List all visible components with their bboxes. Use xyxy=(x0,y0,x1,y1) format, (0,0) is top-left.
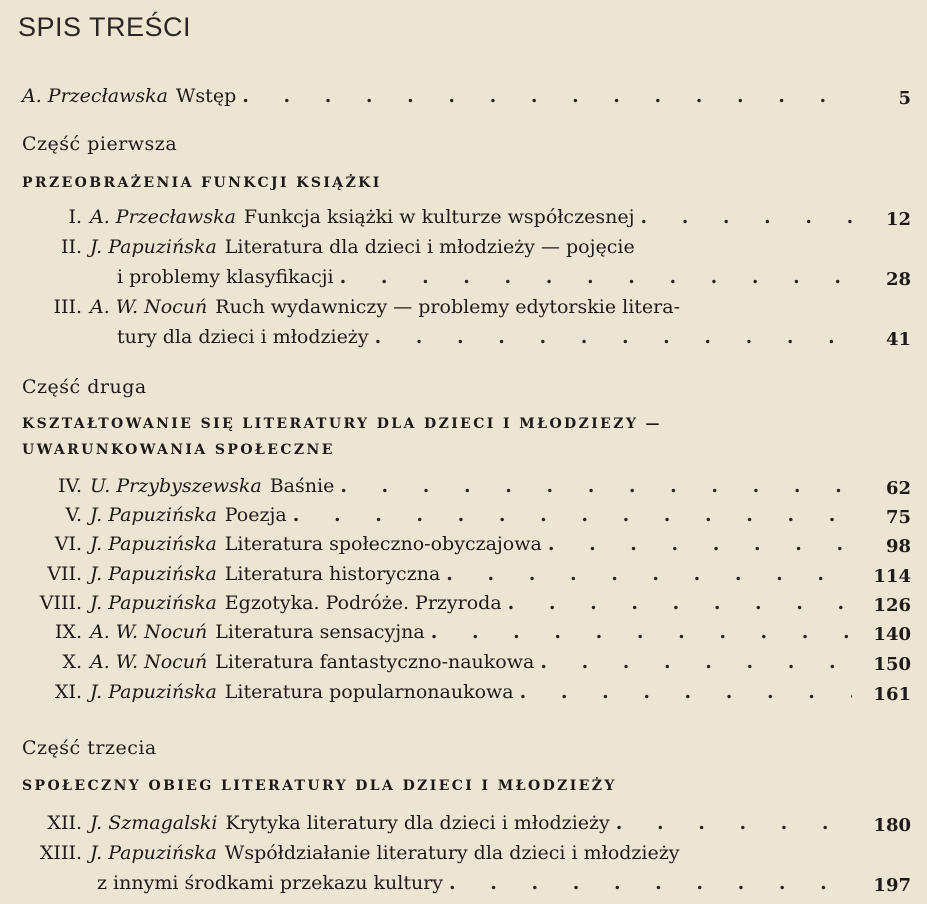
entry-author: A. W. Nocuń xyxy=(90,651,208,673)
section-heading: PRZEOBRAŻENIA FUNKCJI KSIĄŻKI xyxy=(22,175,382,191)
entry-number: V. xyxy=(65,504,82,526)
entry-number: VII. xyxy=(47,563,82,585)
toc-entry-intro xyxy=(22,85,852,113)
page-number: 41 xyxy=(885,329,911,350)
leader-dots xyxy=(375,326,852,348)
entry-number: IX. xyxy=(54,621,82,643)
page-number: 126 xyxy=(873,595,911,616)
page-number: 12 xyxy=(885,209,911,230)
toc-entry xyxy=(22,296,852,324)
toc-entry xyxy=(22,236,852,264)
entry-author: J. Papuzińska xyxy=(90,504,217,526)
leader-dots xyxy=(616,812,852,834)
entry-author: J. Szmagalski xyxy=(90,812,218,834)
toc-entry xyxy=(22,563,852,591)
page-number: 98 xyxy=(885,536,911,557)
entry-title: Literatura sensacyjna xyxy=(215,621,425,643)
entry-title-continuation: i problemy klasyfikacji xyxy=(117,266,334,288)
toc-entry-continuation xyxy=(97,872,852,900)
entry-title: Krytyka literatury dla dzieci i młodzieży xyxy=(225,812,610,834)
toc-entry xyxy=(22,533,852,561)
entry-title: Literatura popularnonaukowa xyxy=(224,681,514,703)
entry-author: J. Papuzińska xyxy=(90,842,217,864)
page-number: 197 xyxy=(873,875,911,896)
page-number: 28 xyxy=(885,269,911,290)
entry-author: A. W. Nocuń xyxy=(90,296,208,318)
entry-title: Literatura fantastyczno-naukowa xyxy=(215,651,535,673)
entry-title: Egzotyka. Podróże. Przyroda xyxy=(224,592,502,614)
leader-dots xyxy=(640,206,852,228)
leader-dots xyxy=(340,266,852,288)
page-number: 140 xyxy=(873,624,911,645)
leader-dots xyxy=(449,872,852,894)
part-label: Część trzecia xyxy=(22,737,157,759)
page-number: 180 xyxy=(873,815,911,836)
page-number: 75 xyxy=(885,507,911,528)
entry-author: J. Papuzińska xyxy=(90,563,217,585)
entry-title-continuation: tury dla dzieci i młodzieży xyxy=(117,326,369,348)
leader-dots xyxy=(508,592,852,614)
entry-number: VI. xyxy=(54,533,82,555)
toc-entry xyxy=(22,812,852,840)
page-number: 5 xyxy=(898,88,911,109)
toc-entry-continuation xyxy=(117,326,852,354)
part-label: Część pierwsza xyxy=(22,133,178,155)
leader-dots xyxy=(293,504,852,526)
entry-title: Współdziałanie literatury dla dzieci i młodzieży xyxy=(224,842,680,864)
section-heading: SPOŁECZNY OBIEG LITERATURY DLA DZIECI I MŁODZIEŻY xyxy=(22,778,617,794)
entry-title: Wstęp xyxy=(175,85,237,107)
toc-entry xyxy=(22,681,852,709)
entry-author: U. Przybyszewska xyxy=(90,475,262,497)
entry-title: Baśnie xyxy=(269,475,335,497)
leader-dots xyxy=(340,475,852,497)
entry-author: J. Papuzińska xyxy=(90,533,217,555)
entry-number: XII. xyxy=(47,812,82,834)
entry-author: A. Przecławska xyxy=(90,206,236,228)
toc-entry-continuation xyxy=(117,266,852,294)
toc-entry xyxy=(22,592,852,620)
entry-author: J. Papuzińska xyxy=(90,681,217,703)
leader-dots xyxy=(242,85,852,107)
toc-entry xyxy=(22,504,852,532)
leader-dots xyxy=(520,681,852,703)
leader-dots xyxy=(431,621,852,643)
page-number: 161 xyxy=(873,684,911,705)
entry-author: A. W. Nocuń xyxy=(90,621,208,643)
entry-title: Funkcja książki w kulturze współczesnej xyxy=(243,206,635,228)
entry-title: Ruch wydawniczy — problemy edytorskie litera- xyxy=(215,296,680,318)
entry-title: Literatura historyczna xyxy=(224,563,441,585)
page-title: SPIS TREŚCI xyxy=(18,12,192,42)
toc-entry xyxy=(22,842,852,870)
page-number: 150 xyxy=(873,654,911,675)
entry-number: XIII. xyxy=(39,842,82,864)
entry-number: VIII. xyxy=(39,592,82,614)
entry-author: A. Przecławska xyxy=(22,85,168,107)
entry-number: II. xyxy=(60,236,82,258)
section-heading: KSZTAŁTOWANIE SIĘ LITERATURY DLA DZIECI I MŁODZIEZY — xyxy=(22,416,662,432)
leader-dots xyxy=(540,651,852,673)
page-number: 114 xyxy=(873,566,911,587)
page-number: 62 xyxy=(885,478,911,499)
entry-number: III. xyxy=(53,296,82,318)
entry-author: J. Papuzińska xyxy=(90,236,217,258)
entry-title: Literatura społeczno-obyczajowa xyxy=(224,533,542,555)
part-label: Część druga xyxy=(22,376,147,398)
entry-number: I. xyxy=(68,206,82,228)
leader-dots xyxy=(446,563,852,585)
toc-entry xyxy=(22,475,852,503)
toc-entry xyxy=(22,651,852,679)
entry-author: J. Papuzińska xyxy=(90,592,217,614)
entry-title: Literatura dla dzieci i młodzieży — pojęcie xyxy=(224,236,635,258)
toc-entry xyxy=(22,206,852,234)
leader-dots xyxy=(548,533,852,555)
entry-title-continuation: z innymi środkami przekazu kultury xyxy=(97,872,444,894)
entry-number: IV. xyxy=(58,475,82,497)
entry-number: X. xyxy=(62,651,82,673)
toc-entry xyxy=(22,621,852,649)
entry-title: Poezja xyxy=(224,504,287,526)
section-heading-continuation: UWARUNKOWANIA SPOŁECZNE xyxy=(22,442,335,458)
entry-number: XI. xyxy=(54,681,82,703)
